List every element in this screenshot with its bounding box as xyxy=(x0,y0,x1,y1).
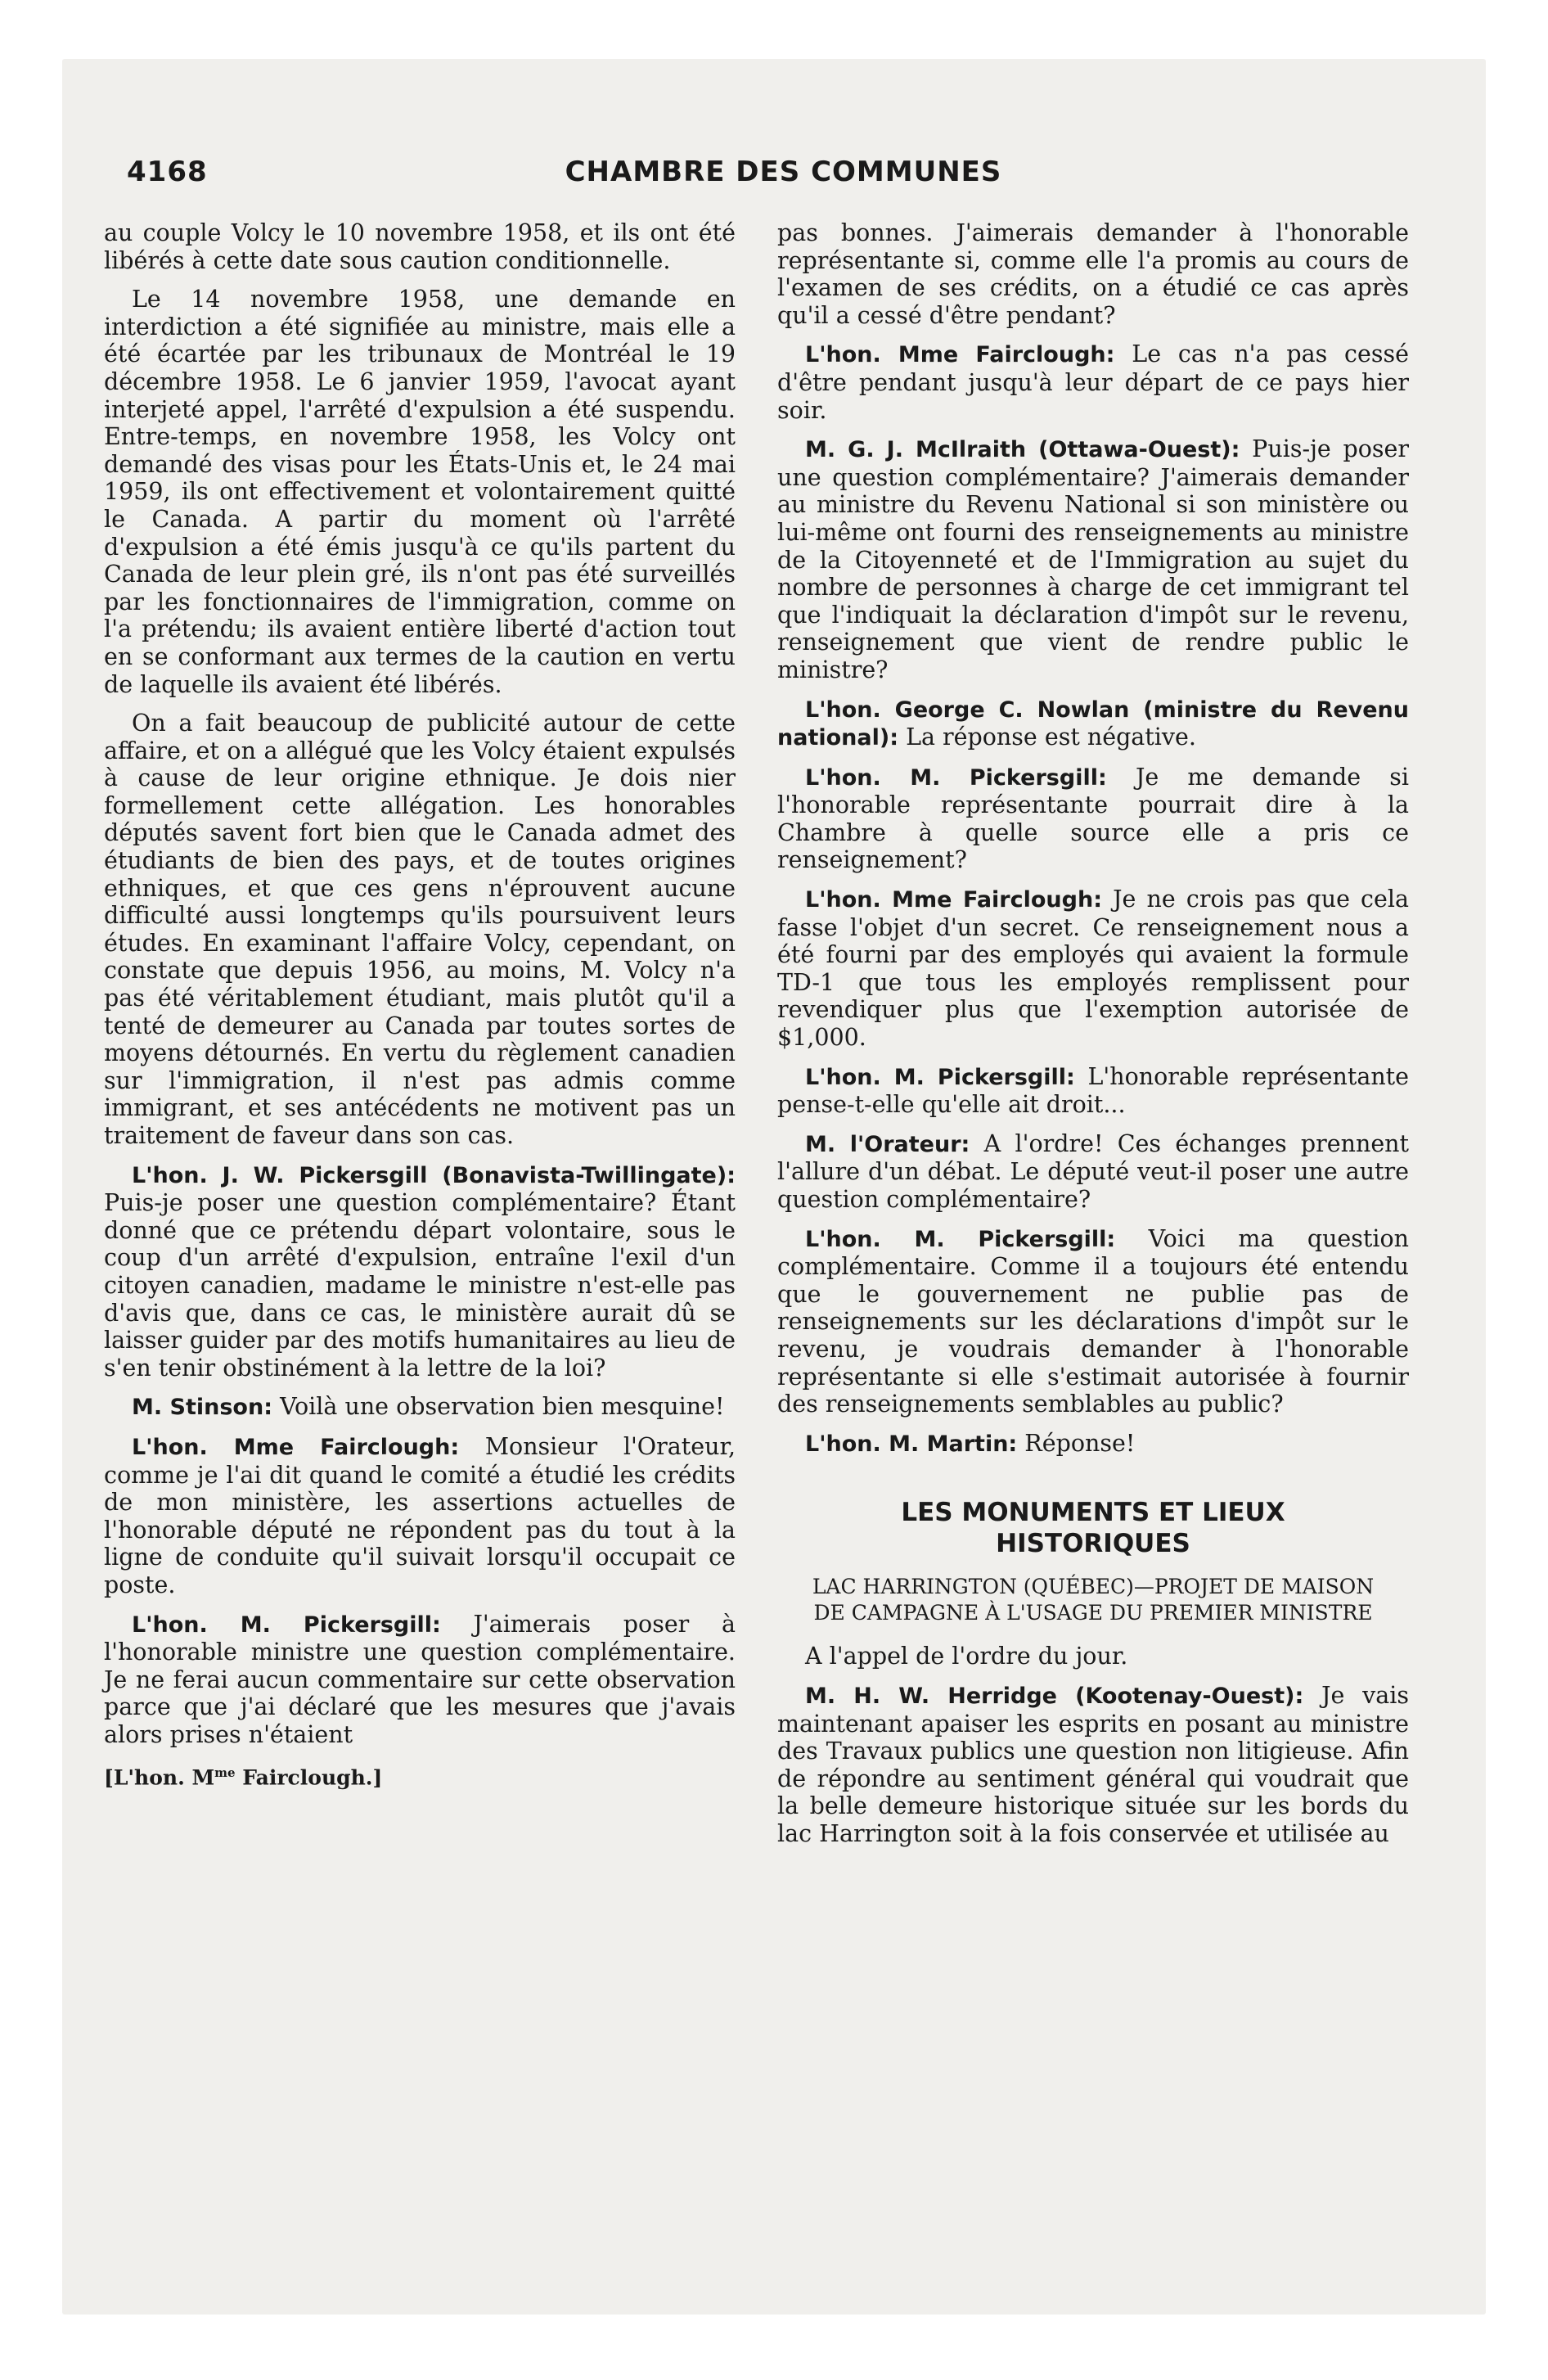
speaker-name: L'hon. M. Pickersgill: xyxy=(805,1064,1075,1090)
section-heading-line: LES MONUMENTS ET LIEUX xyxy=(901,1498,1285,1528)
speaker-name: L'hon. J. W. Pickersgill (Bonavista-Twillingate): xyxy=(132,1162,736,1188)
speech-text: Réponse! xyxy=(1024,1429,1136,1457)
speech-text: L'honorable représentante pense-t-elle qu'elle ait droit... xyxy=(777,1062,1409,1119)
speaker-name: L'hon. Mme Fairclough: xyxy=(805,887,1102,913)
subheading: LAC HARRINGTON (QUÉBEC)—PROJET DE MAISON DE CAMPAGNE À L'USAGE DU PREMIER MINISTRE xyxy=(812,1575,1375,1625)
speech xyxy=(777,435,1409,683)
speech-text: Voici ma question complémentaire. Comme il a toujours été entendu que le gouvernement ne publie pas de renseignements sur les déclarations d'impôt sur le revenu, je voudrais demander à l'honorable représentante si elle s'estimait autorisée à fournir des renseignements semblables au public? xyxy=(777,1224,1409,1418)
speaker-name: L'hon. Mme Fairclough: xyxy=(132,1434,460,1460)
speaker-name: M. H. W. Herridge (Kootenay-Ouest): xyxy=(805,1683,1304,1709)
speech xyxy=(777,1225,1409,1418)
footer-prefix: [L'hon. M xyxy=(104,1765,215,1790)
paragraph: pas bonnes. J'aimerais demander à l'honorable représentante si, comme elle l'a promis au cours de l'examen de ses crédits, on a étudié ce cas après qu'il a cessé d'être pendant? xyxy=(777,219,1409,329)
speech-text: Puis-je poser une question complémentaire? J'aimerais demander au ministre du Revenu National si son ministère ou lui-même ont fourni des renseignements au ministre de la Citoyenneté et de l'Immigration au sujet du nombre de personnes à charge de cet immigrant tel que l'indiquait la déclaration d'impôt sur le revenu, renseignement que vient de rendre public le ministre? xyxy=(777,435,1410,683)
speech-text: Puis-je poser une question complémentaire? Étant donné que ce prétendu départ volontaire, sous le coup d'un arrêté d'expulsion, entraîne l'exil d'un citoyen canadien, madame le ministre n'est-elle pas d'avis que, dans ce cas, le ministère aurait dû se laisser guider par des motifs humanitaires au lieu de s'en tenir obstinément à la lettre de la loi? xyxy=(104,1189,736,1382)
paragraph: On a fait beaucoup de publicité autour de cette affaire, et on a allégué que les Volcy étaient expulsés à cause de leur origine ethnique. Je dois nier formellement cette allégation. Les honorables députés savent fort bien que le Canada admet des étudiants de bien des pays, et de toutes origines ethniques, et que ces gens n'éprouvent aucune difficulté aussi longtemps qu'ils poursuivent leurs études. En examinant l'affaire Volcy, cependant, on constate que depuis 1956, au moins, M. Volcy n'a pas été véritablement étudiant, mais plutôt qu'il a tenté de demeurer au Canada par toutes sortes de moyens détournés. En vertu du règlement canadien sur l'immigration, il n'est pas admis comme immigrant, et ses antécédents ne motivent pas un traitement de faveur dans son cas. xyxy=(104,710,736,1149)
speaker-name: L'hon. M. Pickersgill: xyxy=(805,764,1107,791)
speaker-name: L'hon. M. Pickersgill: xyxy=(132,1611,441,1638)
speaker-name: L'hon. George C. Nowlan (ministre du Revenu national): xyxy=(777,696,1409,751)
paragraph: au couple Volcy le 10 novembre 1958, et ils ont été libérés à cette date sous caution conditionnelle. xyxy=(104,219,736,274)
speech xyxy=(104,1393,736,1422)
speech xyxy=(104,1611,736,1749)
speech-text: Je ne crois pas que cela fasse l'objet d'un secret. Ce renseignement nous a été fourni par des employés qui avaient la formule TD-1 que tous les employés remplissent pour revendiquer plus que l'exemption autorisée de $1,000. xyxy=(777,886,1409,1052)
paragraph: Le 14 novembre 1958, une demande en interdiction a été signifiée au ministre, mais elle a été écartée par les tribunaux de Montréal le 19 décembre 1958. Le 6 janvier 1959, l'avocat ayant interjeté appel, l'arrêté d'expulsion a été suspendu. Entre-temps, en novembre 1958, les Volcy ont demandé des visas pour les États-Unis et, le 24 mai 1959, ils ont effectivement et volontairement quitté le Canada. A partir du moment où l'arrêté d'expulsion a été émis jusqu'à ce qu'ils partent du Canada de leur plein gré, ils n'ont pas été surveillés par les fonctionnaires de l'immigration, comme on l'a prétendu; ils avaient entière liberté d'action tout en se conformant aux termes de la caution en vertu de laquelle ils avaient été libérés. xyxy=(104,286,736,698)
page-header xyxy=(127,156,1440,196)
footer-note xyxy=(104,1760,736,1792)
section-heading xyxy=(777,1497,1409,1559)
speech xyxy=(777,886,1409,1052)
right-column xyxy=(777,219,1409,1859)
speech-text: Je me demande si l'honorable représentante pourrait dire à la Chambre à quelle source elle a pris ce renseignement? xyxy=(777,763,1410,874)
speech-text: La réponse est négative. xyxy=(906,723,1196,751)
speech xyxy=(104,1433,736,1599)
footer-sup: me xyxy=(214,1765,236,1781)
speaker-name: L'hon. M. Pickersgill: xyxy=(805,1226,1116,1252)
speech-text: Le cas n'a pas cessé d'être pendant jusqu'à leur départ de ce pays hier soir. xyxy=(777,340,1409,424)
speech-text: Je vais maintenant apaiser les esprits en posant au ministre des Travaux publics une question non litigieuse. Afin de répondre au sentiment général qui voudrait que la belle demeure historique située sur les bords du lac Harrington soit à la fois conservée et utilisée au xyxy=(777,1681,1410,1847)
speech xyxy=(777,696,1409,752)
left-column xyxy=(104,219,736,1803)
speech xyxy=(777,1130,1409,1214)
speech xyxy=(777,764,1409,874)
speech-text: Monsieur l'Orateur, comme je l'ai dit quand le comité a étudié les crédits de mon ministère, les assertions actuelles de l'honorable député ne répondent pas du tout à la ligne de conduite qu'il suivait lorsqu'il occupait ce poste. xyxy=(104,1432,736,1598)
speaker-name: M. Stinson: xyxy=(132,1395,272,1421)
speech-text: J'aimerais poser à l'honorable ministre une question complémentaire. Je ne ferai aucun commentaire sur cette observation parce que j'ai déclaré que les mesures que j'avais alors prises n'étaient xyxy=(104,1610,736,1748)
speech xyxy=(104,1161,736,1382)
speaker-name: M. G. J. McIlraith (Ottawa-Ouest): xyxy=(805,437,1240,463)
running-title: CHAMBRE DES COMMUNES xyxy=(565,156,1002,188)
speech xyxy=(777,340,1409,424)
speech-text: A l'ordre! Ces échanges prennent l'allure d'un débat. Le député veut-il poser une autre question complémentaire? xyxy=(777,1129,1409,1213)
speaker-name: L'hon. M. Martin: xyxy=(805,1431,1018,1457)
speech xyxy=(777,1682,1409,1848)
footer-suffix: Fairclough.] xyxy=(235,1765,383,1790)
speech-text: Voilà une observation bien mesquine! xyxy=(280,1393,725,1421)
page-number: 4168 xyxy=(127,156,208,188)
section-heading-line: HISTORIQUES xyxy=(996,1529,1190,1559)
speaker-name: M. l'Orateur: xyxy=(805,1131,970,1157)
speaker-name: L'hon. Mme Fairclough: xyxy=(805,342,1115,368)
paragraph: A l'appel de l'ordre du jour. xyxy=(805,1643,1128,1670)
speech xyxy=(777,1430,1409,1458)
speech xyxy=(777,1063,1409,1119)
